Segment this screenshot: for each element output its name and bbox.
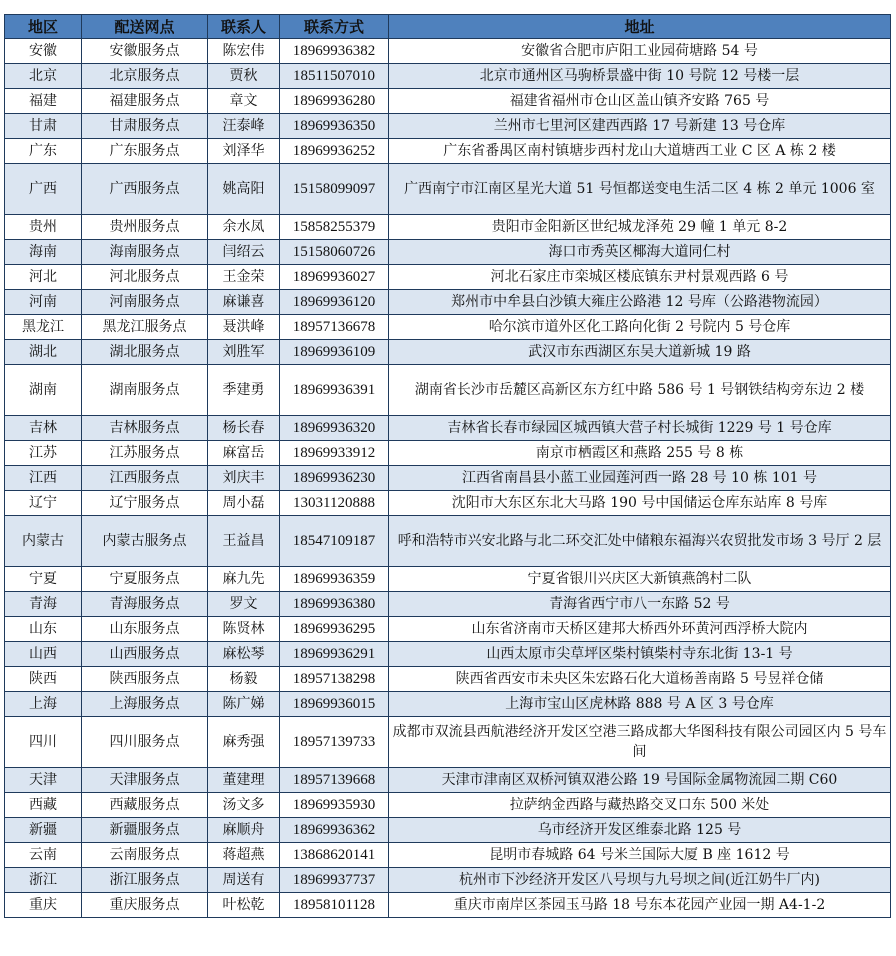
- phone-cell: 18969936015: [280, 692, 389, 717]
- address-cell: 宁夏省银川兴庆区大新镇燕鸽村二队: [389, 567, 891, 592]
- address-cell: 广东省番禺区南村镇塘步西村龙山大道塘西工业 C 区 A 栋 2 楼: [389, 139, 891, 164]
- contact-cell: 章文: [208, 89, 280, 114]
- phone-cell: 18957139668: [280, 768, 389, 793]
- station-cell: 重庆服务点: [82, 893, 208, 918]
- station-cell: 青海服务点: [82, 592, 208, 617]
- address-cell: 湖南省长沙市岳麓区高新区东方红中路 586 号 1 号钢铁结构旁东边 2 楼: [389, 365, 891, 416]
- address-cell: 北京市通州区马驹桥景盛中街 10 号院 12 号楼一层: [389, 64, 891, 89]
- region-cell: 天津: [5, 768, 82, 793]
- station-cell: 安徽服务点: [82, 39, 208, 64]
- region-cell: 河南: [5, 290, 82, 315]
- station-cell: 湖北服务点: [82, 340, 208, 365]
- region-cell: 黑龙江: [5, 315, 82, 340]
- region-cell: 西藏: [5, 793, 82, 818]
- address-cell: 拉萨纳金西路与藏热路交叉口东 500 米处: [389, 793, 891, 818]
- table-row: [5, 290, 891, 315]
- contact-cell: 王益昌: [208, 516, 280, 567]
- station-cell: 吉林服务点: [82, 416, 208, 441]
- table-row: [5, 491, 891, 516]
- phone-cell: 18969936380: [280, 592, 389, 617]
- contact-cell: 汤文多: [208, 793, 280, 818]
- address-cell: 山西太原市尖草坪区柴村镇柴村寺东北街 13-1 号: [389, 642, 891, 667]
- phone-cell: 15158060726: [280, 240, 389, 265]
- address-cell: 成都市双流县西航港经济开发区空港三路成都大华图科技有限公司园区内 5 号车间: [389, 717, 891, 768]
- region-cell: 海南: [5, 240, 82, 265]
- table-row: [5, 592, 891, 617]
- phone-cell: 18969936350: [280, 114, 389, 139]
- phone-cell: 18957138298: [280, 667, 389, 692]
- station-cell: 陕西服务点: [82, 667, 208, 692]
- phone-cell: 13868620141: [280, 843, 389, 868]
- phone-cell: 15158099097: [280, 164, 389, 215]
- station-cell: 甘肃服务点: [82, 114, 208, 139]
- contact-cell: 余水凤: [208, 215, 280, 240]
- table-row: [5, 139, 891, 164]
- contact-cell: 董建理: [208, 768, 280, 793]
- station-cell: 宁夏服务点: [82, 567, 208, 592]
- table-row: [5, 516, 891, 567]
- phone-cell: 13031120888: [280, 491, 389, 516]
- station-cell: 新疆服务点: [82, 818, 208, 843]
- phone-cell: 18969935930: [280, 793, 389, 818]
- table-row: [5, 567, 891, 592]
- phone-cell: 18969936295: [280, 617, 389, 642]
- contact-cell: 陈广娣: [208, 692, 280, 717]
- station-cell: 北京服务点: [82, 64, 208, 89]
- contact-cell: 蒋超燕: [208, 843, 280, 868]
- region-cell: 辽宁: [5, 491, 82, 516]
- region-cell: 贵州: [5, 215, 82, 240]
- table-row: [5, 793, 891, 818]
- table-row: [5, 893, 891, 918]
- contact-cell: 麻松琴: [208, 642, 280, 667]
- address-cell: 沈阳市大东区东北大马路 190 号中国储运仓库东站库 8 号库: [389, 491, 891, 516]
- station-cell: 河南服务点: [82, 290, 208, 315]
- contact-cell: 刘庆丰: [208, 466, 280, 491]
- header-station: 配送网点: [82, 15, 208, 39]
- station-cell: 天津服务点: [82, 768, 208, 793]
- phone-cell: 18969936291: [280, 642, 389, 667]
- contact-cell: 聂洪峰: [208, 315, 280, 340]
- table-row: [5, 717, 891, 768]
- contact-cell: 杨毅: [208, 667, 280, 692]
- address-cell: 乌市经济开发区维泰北路 125 号: [389, 818, 891, 843]
- phone-cell: 18969936359: [280, 567, 389, 592]
- contact-cell: 麻顺舟: [208, 818, 280, 843]
- table-row: [5, 64, 891, 89]
- contact-cell: 麻秀强: [208, 717, 280, 768]
- address-cell: 杭州市下沙经济开发区八号坝与九号坝之间(近江奶牛厂内): [389, 868, 891, 893]
- table-row: [5, 768, 891, 793]
- contact-cell: 陈宏伟: [208, 39, 280, 64]
- region-cell: 湖南: [5, 365, 82, 416]
- station-cell: 湖南服务点: [82, 365, 208, 416]
- header-region: 地区: [5, 15, 82, 39]
- station-cell: 黑龙江服务点: [82, 315, 208, 340]
- station-cell: 河北服务点: [82, 265, 208, 290]
- phone-cell: 18547109187: [280, 516, 389, 567]
- region-cell: 江苏: [5, 441, 82, 466]
- table-row: [5, 39, 891, 64]
- station-cell: 四川服务点: [82, 717, 208, 768]
- phone-cell: 18969936252: [280, 139, 389, 164]
- phone-cell: 18969936362: [280, 818, 389, 843]
- address-cell: 呼和浩特市兴安北路与北二环交汇处中储粮东福海兴农贸批发市场 3 号厅 2 层: [389, 516, 891, 567]
- region-cell: 重庆: [5, 893, 82, 918]
- region-cell: 新疆: [5, 818, 82, 843]
- address-cell: 天津市津南区双桥河镇双港公路 19 号国际金属物流园二期 C60: [389, 768, 891, 793]
- contact-cell: 叶松乾: [208, 893, 280, 918]
- contact-cell: 王金荣: [208, 265, 280, 290]
- contact-cell: 杨长春: [208, 416, 280, 441]
- region-cell: 甘肃: [5, 114, 82, 139]
- station-cell: 福建服务点: [82, 89, 208, 114]
- header-phone: 联系方式: [280, 15, 389, 39]
- table-row: [5, 667, 891, 692]
- address-cell: 重庆市南岸区茶园玉马路 18 号东本花园产业园一期 A4-1-2: [389, 893, 891, 918]
- table-row: [5, 89, 891, 114]
- address-cell: 河北石家庄市栾城区楼底镇东尹村景观西路 6 号: [389, 265, 891, 290]
- region-cell: 四川: [5, 717, 82, 768]
- table-body: [5, 39, 891, 918]
- address-cell: 吉林省长春市绿园区城西镇大营子村长城街 1229 号 1 号仓库: [389, 416, 891, 441]
- region-cell: 内蒙古: [5, 516, 82, 567]
- region-cell: 山东: [5, 617, 82, 642]
- region-cell: 青海: [5, 592, 82, 617]
- station-cell: 广东服务点: [82, 139, 208, 164]
- station-cell: 山东服务点: [82, 617, 208, 642]
- header-contact: 联系人: [208, 15, 280, 39]
- header-row: [5, 15, 891, 39]
- region-cell: 安徽: [5, 39, 82, 64]
- station-cell: 云南服务点: [82, 843, 208, 868]
- table-row: [5, 441, 891, 466]
- address-cell: 广西南宁市江南区星光大道 51 号恒都送变电生活二区 4 栋 2 单元 1006 室: [389, 164, 891, 215]
- region-cell: 广东: [5, 139, 82, 164]
- station-cell: 浙江服务点: [82, 868, 208, 893]
- delivery-station-table: [4, 14, 891, 918]
- address-cell: 海口市秀英区椰海大道同仁村: [389, 240, 891, 265]
- address-cell: 山东省济南市天桥区建邦大桥西外环黄河西浮桥大院内: [389, 617, 891, 642]
- phone-cell: 18511507010: [280, 64, 389, 89]
- station-cell: 海南服务点: [82, 240, 208, 265]
- table-row: [5, 617, 891, 642]
- contact-cell: 罗文: [208, 592, 280, 617]
- table-header: [5, 15, 891, 39]
- header-address: 地址: [389, 15, 891, 39]
- phone-cell: 18969936109: [280, 340, 389, 365]
- address-cell: 南京市栖霞区和燕路 255 号 8 栋: [389, 441, 891, 466]
- contact-cell: 闫绍云: [208, 240, 280, 265]
- phone-cell: 18969936120: [280, 290, 389, 315]
- contact-cell: 季建勇: [208, 365, 280, 416]
- table-row: [5, 692, 891, 717]
- phone-cell: 18958101128: [280, 893, 389, 918]
- contact-cell: 麻九先: [208, 567, 280, 592]
- contact-cell: 麻富岳: [208, 441, 280, 466]
- address-cell: 安徽省合肥市庐阳工业园荷塘路 54 号: [389, 39, 891, 64]
- address-cell: 青海省西宁市八一东路 52 号: [389, 592, 891, 617]
- contact-cell: 贾秋: [208, 64, 280, 89]
- table-row: [5, 265, 891, 290]
- address-cell: 陕西省西安市未央区朱宏路石化大道杨善南路 5 号昱祥仓储: [389, 667, 891, 692]
- phone-cell: 15858255379: [280, 215, 389, 240]
- station-cell: 江苏服务点: [82, 441, 208, 466]
- address-cell: 昆明市春城路 64 号米兰国际大厦 B 座 1612 号: [389, 843, 891, 868]
- table-row: [5, 818, 891, 843]
- contact-cell: 周送有: [208, 868, 280, 893]
- station-cell: 山西服务点: [82, 642, 208, 667]
- station-cell: 江西服务点: [82, 466, 208, 491]
- region-cell: 上海: [5, 692, 82, 717]
- region-cell: 广西: [5, 164, 82, 215]
- table-row: [5, 340, 891, 365]
- phone-cell: 18969933912: [280, 441, 389, 466]
- phone-cell: 18957136678: [280, 315, 389, 340]
- station-cell: 内蒙古服务点: [82, 516, 208, 567]
- contact-cell: 刘泽华: [208, 139, 280, 164]
- table-row: [5, 365, 891, 416]
- contact-cell: 陈贤林: [208, 617, 280, 642]
- phone-cell: 18969936320: [280, 416, 389, 441]
- region-cell: 吉林: [5, 416, 82, 441]
- phone-cell: 18969936391: [280, 365, 389, 416]
- region-cell: 陕西: [5, 667, 82, 692]
- region-cell: 江西: [5, 466, 82, 491]
- delivery-table-container: [4, 14, 890, 918]
- table-row: [5, 642, 891, 667]
- contact-cell: 刘胜军: [208, 340, 280, 365]
- region-cell: 河北: [5, 265, 82, 290]
- contact-cell: 姚高阳: [208, 164, 280, 215]
- address-cell: 上海市宝山区虎林路 888 号 A 区 3 号仓库: [389, 692, 891, 717]
- region-cell: 宁夏: [5, 567, 82, 592]
- station-cell: 贵州服务点: [82, 215, 208, 240]
- phone-cell: 18969936382: [280, 39, 389, 64]
- phone-cell: 18969937737: [280, 868, 389, 893]
- address-cell: 郑州市中牟县白沙镇大雍庄公路港 12 号库（公路港物流园）: [389, 290, 891, 315]
- table-row: [5, 164, 891, 215]
- station-cell: 上海服务点: [82, 692, 208, 717]
- region-cell: 云南: [5, 843, 82, 868]
- phone-cell: 18969936230: [280, 466, 389, 491]
- station-cell: 辽宁服务点: [82, 491, 208, 516]
- address-cell: 兰州市七里河区建西西路 17 号新建 13 号仓库: [389, 114, 891, 139]
- address-cell: 武汉市东西湖区东吴大道新城 19 路: [389, 340, 891, 365]
- contact-cell: 周小磊: [208, 491, 280, 516]
- address-cell: 福建省福州市仓山区盖山镇齐安路 765 号: [389, 89, 891, 114]
- address-cell: 江西省南昌县小蓝工业园莲河西一路 28 号 10 栋 101 号: [389, 466, 891, 491]
- address-cell: 贵阳市金阳新区世纪城龙泽苑 29 幢 1 单元 8-2: [389, 215, 891, 240]
- contact-cell: 汪泰峰: [208, 114, 280, 139]
- station-cell: 广西服务点: [82, 164, 208, 215]
- table-row: [5, 315, 891, 340]
- phone-cell: 18957139733: [280, 717, 389, 768]
- table-row: [5, 416, 891, 441]
- region-cell: 山西: [5, 642, 82, 667]
- table-row: [5, 466, 891, 491]
- phone-cell: 18969936280: [280, 89, 389, 114]
- address-cell: 哈尔滨市道外区化工路向化街 2 号院内 5 号仓库: [389, 315, 891, 340]
- station-cell: 西藏服务点: [82, 793, 208, 818]
- table-row: [5, 843, 891, 868]
- table-row: [5, 114, 891, 139]
- table-row: [5, 240, 891, 265]
- region-cell: 湖北: [5, 340, 82, 365]
- region-cell: 浙江: [5, 868, 82, 893]
- contact-cell: 麻谦喜: [208, 290, 280, 315]
- table-row: [5, 215, 891, 240]
- phone-cell: 18969936027: [280, 265, 389, 290]
- table-row: [5, 868, 891, 893]
- region-cell: 北京: [5, 64, 82, 89]
- region-cell: 福建: [5, 89, 82, 114]
